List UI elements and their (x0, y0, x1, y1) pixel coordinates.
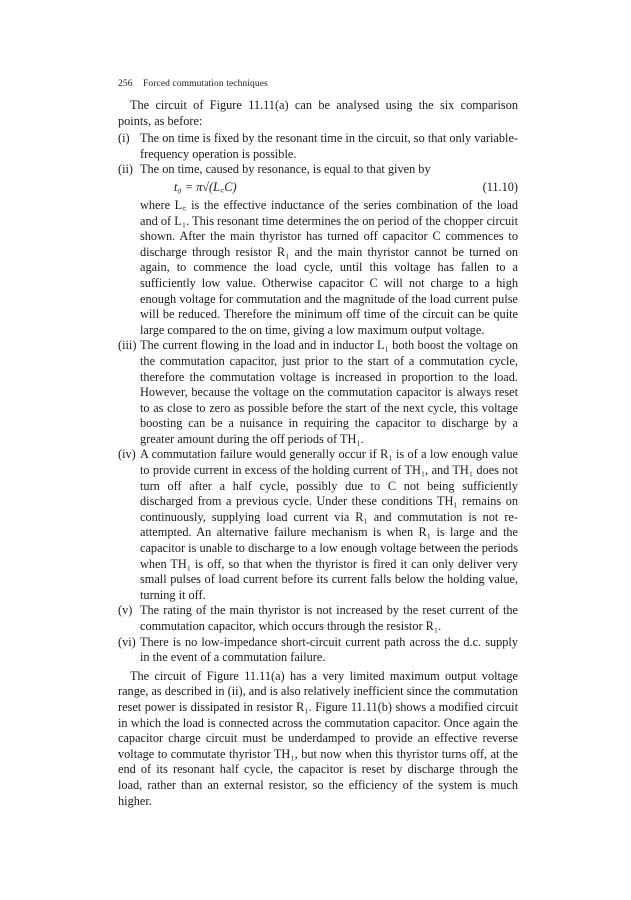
page-body (118, 98, 518, 809)
item-continuation: where L꜀ is the effective inductance of the series combination of the load and of L₁. This resonant time determines the on period of the chopper circuit shown. After the main thyristor has turned off capacitor C commences to discharge through resistor R₁ and the main thyristor cannot be turned on again, to commence the load cycle, until this voltage has fallen to a sufficiently low value. Otherwise capacitor C will not charge to a high enough voltage for commutation and the magnitude of the load current pulse will be reduced. Therefore the minimum off time of the circuit can be quite large compared to the on time, giving a low maximum output voltage. (140, 197, 518, 337)
item-text: A commutation failure would generally occur if R₁ is of a low enough value to provide current in excess of the holding current of TH₁, and TH₁ does not turn off after a half cycle, possibly due to C not being sufficiently discharged from a previous cycle. Under these conditions TH₁ remains on continuously, supplying load current via R₁ and commutation is not re-attempted. An alternative failure mechanism is when R₁ is large and the capacitor is unable to discharge to a low enough voltage between the periods when TH₁ is off, so that when the thyristor is fired it can only deliver very small pulses of load current before its current falls below the holding value, turning it off. (140, 447, 518, 602)
item-text: The on time is fixed by the resonant time in the circuit, so that only variable-frequency operation is possible. (140, 131, 518, 161)
list-item (118, 447, 518, 603)
list-item (118, 635, 518, 666)
list-item (118, 162, 518, 338)
comparison-list (118, 131, 518, 666)
item-number: (ii) (118, 162, 134, 177)
closing-paragraph: The circuit of Figure 11.11(a) has a very limited maximum output voltage range, as described in (ii), and is also relatively inefficient since the commutation reset power is dissipated in resistor R₁. Figure 11.11(b) shows a modified circuit in which the load is connected across the commutation capacitor. Once again the capacitor charge circuit must be underdamped to provide an effective reverse voltage to commutate thyristor TH₁, but now when this thyristor turns off, at the end of its resonant half cycle, the capacitor is reset by discharge through the load, rather than an external resistor, so the efficiency of the system is much higher. (118, 668, 518, 808)
item-number: (v) (118, 603, 133, 618)
item-number: (iii) (118, 338, 137, 353)
list-item (118, 338, 518, 447)
equation: t₀ = π√(L꜀C) (174, 179, 237, 194)
item-number: (vi) (118, 634, 136, 649)
list-item (118, 131, 518, 162)
list-item (118, 603, 518, 634)
item-number: (iv) (118, 447, 136, 462)
equation-number: (11.10) (482, 179, 518, 194)
item-text: The on time, caused by resonance, is equal to that given by (140, 162, 431, 177)
page-number: 256 (118, 79, 133, 89)
equation-row (140, 178, 518, 198)
intro-paragraph: The circuit of Figure 11.11(a) can be analysed using the six comparison points, as before: (118, 98, 518, 128)
item-text: The current flowing in the load and in inductor L₁ both boost the voltage on the commutation capacitor, just prior to the start of a commutation cycle, therefore the commutation voltage is increased in proportion to the load. However, because the voltage on the commutation capacitor is always reset to as close to zero as possible before the start of the next cycle, this voltage boosting can be a nuisance in requiring the capacitor to discharge by a greater amount during the off periods of TH₁. (140, 338, 518, 446)
running-title: Forced commutation techniques (143, 79, 268, 89)
running-header (118, 79, 268, 89)
item-text: There is no low-impedance short-circuit current path across the d.c. supply in the event of a commutation failure. (140, 634, 518, 665)
item-text: The rating of the main thyristor is not increased by the reset current of the commutation capacitor, which occurs through the resistor R₁. (140, 603, 518, 633)
item-number: (i) (118, 131, 130, 146)
